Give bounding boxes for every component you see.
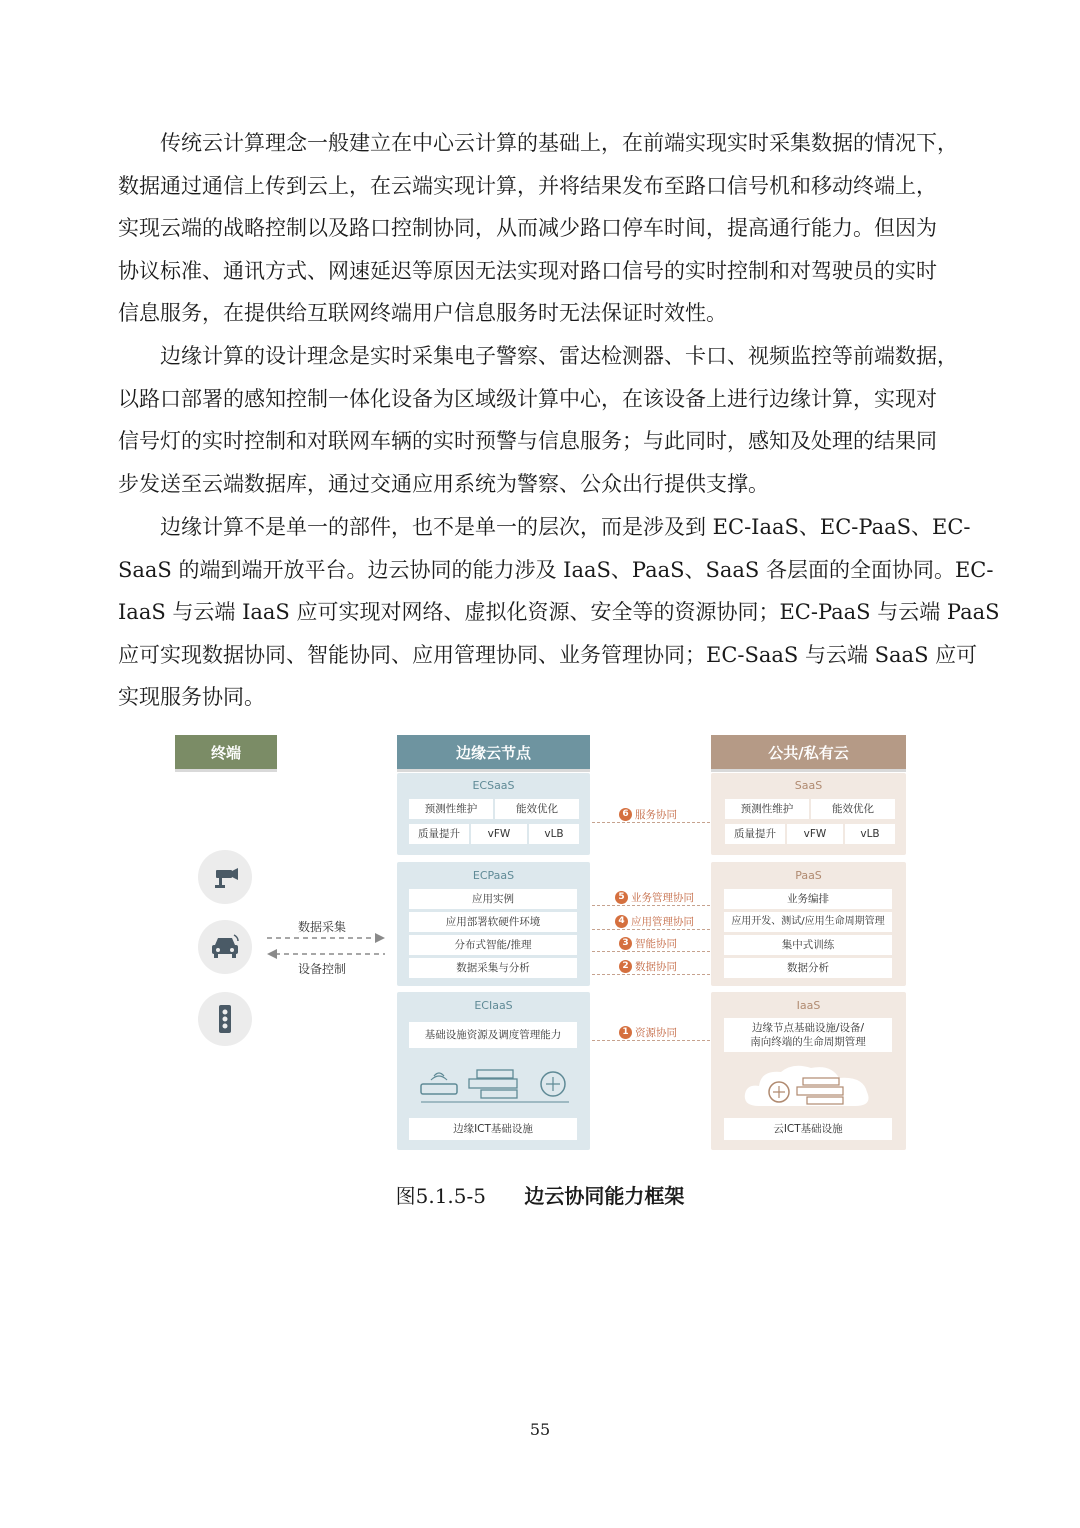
cloud-saas-panel [711, 773, 906, 855]
cloud-iaas-title: IaaS [796, 999, 821, 1012]
text-line: 以路口部署的感知控制一体化设备为区域级计算中心，在该设备上进行边缘计算，实现对 [118, 386, 937, 411]
edge-saas-cell: 能效优化 [495, 799, 579, 819]
cloud-saas-title: SaaS [794, 779, 823, 792]
connection-label [616, 807, 680, 822]
cloud-paas-cell: 集中式训练 [724, 935, 892, 955]
connection-text: 服务协同 [635, 809, 677, 821]
caption-number: 图5.1.5-5 [395, 1184, 486, 1208]
connection-number: 4 [615, 915, 628, 928]
caption-title: 边云协同能力框架 [524, 1184, 685, 1208]
connection-line [592, 905, 710, 906]
edge-iaas-panel [397, 992, 590, 1150]
edge-iaas-cell: 基础设施资源及调度管理能力 [409, 1022, 577, 1048]
cloud-saas-cell: 质量提升 [725, 824, 785, 844]
connection-number: 3 [619, 937, 632, 950]
device-control-label: 设备控制 [298, 962, 347, 976]
cloud-saas-cell: 预测性维护 [725, 799, 809, 819]
connection-label [616, 959, 680, 974]
text-line: IaaS 与云端 IaaS 应可实现对网络、虚拟化资源、安全等的资源协同；EC-PaaS 与云端 PaaS [118, 600, 1000, 624]
cloud-iaas-line: 边缘节点基础设施/设备/ [751, 1022, 865, 1034]
edge-paas-cell: 分布式智能/推理 [409, 935, 577, 955]
edge-iaas-title: ECIaaS [474, 999, 513, 1012]
cloud-saas-cell: vLB [845, 824, 895, 844]
connection-line [592, 929, 710, 930]
text-line: 实现云端的战略控制以及路口控制协同，从而减少路口停车时间，提高通行能力。但因为 [118, 216, 937, 240]
edge-saas-cell: vFW [471, 824, 527, 844]
edge-paas-cell: 数据采集与分析 [409, 958, 577, 978]
connection-number: 5 [615, 891, 628, 904]
edge-network-devices-icon [415, 1062, 575, 1106]
control-arrow [265, 948, 387, 960]
connection-text: 业务管理协同 [631, 892, 694, 904]
edge-saas-cell: 预测性维护 [409, 799, 493, 819]
cloud-paas-title: PaaS [795, 869, 822, 882]
collect-arrow [265, 932, 387, 944]
traffic-light-icon [198, 992, 252, 1046]
edge-paas-cell: 应用实例 [409, 889, 577, 909]
data-collect-label: 数据采集 [298, 920, 347, 934]
cloud-paas-cell: 业务编排 [724, 889, 892, 909]
cloud-paas-panel [711, 862, 906, 986]
text-line: 协议标准、通讯方式、网速延迟等原因无法实现对路口信号的实时控制和对驾驶员的实时 [118, 258, 937, 283]
connection-text: 数据协同 [635, 961, 677, 973]
text-line: 实现服务协同。 [118, 685, 265, 709]
cloud-paas-cell: 应用开发、测试/应用生命周期管理 [724, 912, 892, 932]
cloud-saas-cell: 能效优化 [811, 799, 895, 819]
connection-number: 6 [619, 808, 632, 821]
connection-text: 应用管理协同 [631, 916, 694, 928]
connection-label [616, 936, 680, 951]
connection-label [612, 890, 697, 905]
edge-saas-cell: vLB [529, 824, 579, 844]
cloud-iaas-line: 南向终端的生命周期管理 [750, 1036, 866, 1048]
text-line: 边缘计算的设计理念是实时采集电子警察、雷达检测器、卡口、视频监控等前端数据， [118, 344, 958, 368]
cloud-servers-icon [739, 1060, 879, 1114]
figure-caption [0, 1180, 1080, 1209]
connection-line [592, 1040, 710, 1041]
text-line: 信号灯的实时控制和对联网车辆的实时预警与信息服务；与此同时，感知及处理的结果同 [118, 429, 937, 453]
text-line: 步发送至云端数据库，通过交通应用系统为警察、公众出行提供支撑。 [118, 471, 769, 496]
cloud-paas-cell: 数据分析 [724, 958, 892, 978]
car-icon [198, 920, 252, 974]
connection-line [592, 974, 710, 975]
text-line: 信息服务，在提供给互联网终端用户信息服务时无法保证时效性。 [118, 301, 727, 325]
connection-number: 2 [619, 960, 632, 973]
text-line: 数据通过通信上传到云上，在云端实现计算，并将结果发布至路口信号机和移动终端上， [118, 173, 937, 198]
text-line: SaaS 的端到端开放平台。边云协同的能力涉及 IaaS、PaaS、SaaS 各层面的全面协同。EC- [118, 557, 994, 582]
terminal-header [175, 735, 277, 769]
page-number: 55 [529, 1420, 551, 1439]
edge-iaas-footer: 边缘ICT基础设施 [409, 1118, 577, 1140]
camera-icon [198, 850, 252, 904]
connection-line [592, 822, 710, 823]
cloud-header-label: 公共/私有云 [768, 743, 849, 762]
cloud-iaas-footer: 云ICT基础设施 [724, 1118, 892, 1140]
edge-saas-title: ECSaaS [472, 779, 515, 792]
edge-header-label: 边缘云节点 [455, 743, 531, 762]
text-line: 传统云计算理念一般建立在中心云计算的基础上，在前端实现实时采集数据的情况下， [118, 131, 958, 155]
cloud-iaas-cell [724, 1018, 892, 1052]
cloud-iaas-panel [711, 992, 906, 1150]
terminal-header-label: 终端 [210, 743, 241, 762]
connection-text: 智能协同 [635, 938, 677, 950]
connection-line [592, 951, 710, 952]
connection-label [616, 1025, 680, 1040]
edge-header [397, 735, 590, 769]
text-line: 边缘计算不是单一的部件，也不是单一的层次，而是涉及到 EC-IaaS、EC-PaaS、EC- [118, 515, 971, 539]
connection-label [612, 914, 697, 929]
edge-paas-title: ECPaaS [472, 869, 515, 882]
text-line: 应可实现数据协同、智能协同、应用管理协同、业务管理协同；EC-SaaS 与云端 SaaS 应可 [118, 642, 978, 667]
cloud-header [711, 735, 906, 769]
edge-paas-cell: 应用部署软硬件环境 [409, 912, 577, 932]
edge-saas-cell: 质量提升 [409, 824, 469, 844]
edge-paas-panel [397, 862, 590, 986]
connection-text: 资源协同 [635, 1027, 677, 1039]
connection-number: 1 [619, 1026, 632, 1039]
cloud-saas-cell: vFW [787, 824, 843, 844]
edge-saas-panel [397, 773, 590, 855]
